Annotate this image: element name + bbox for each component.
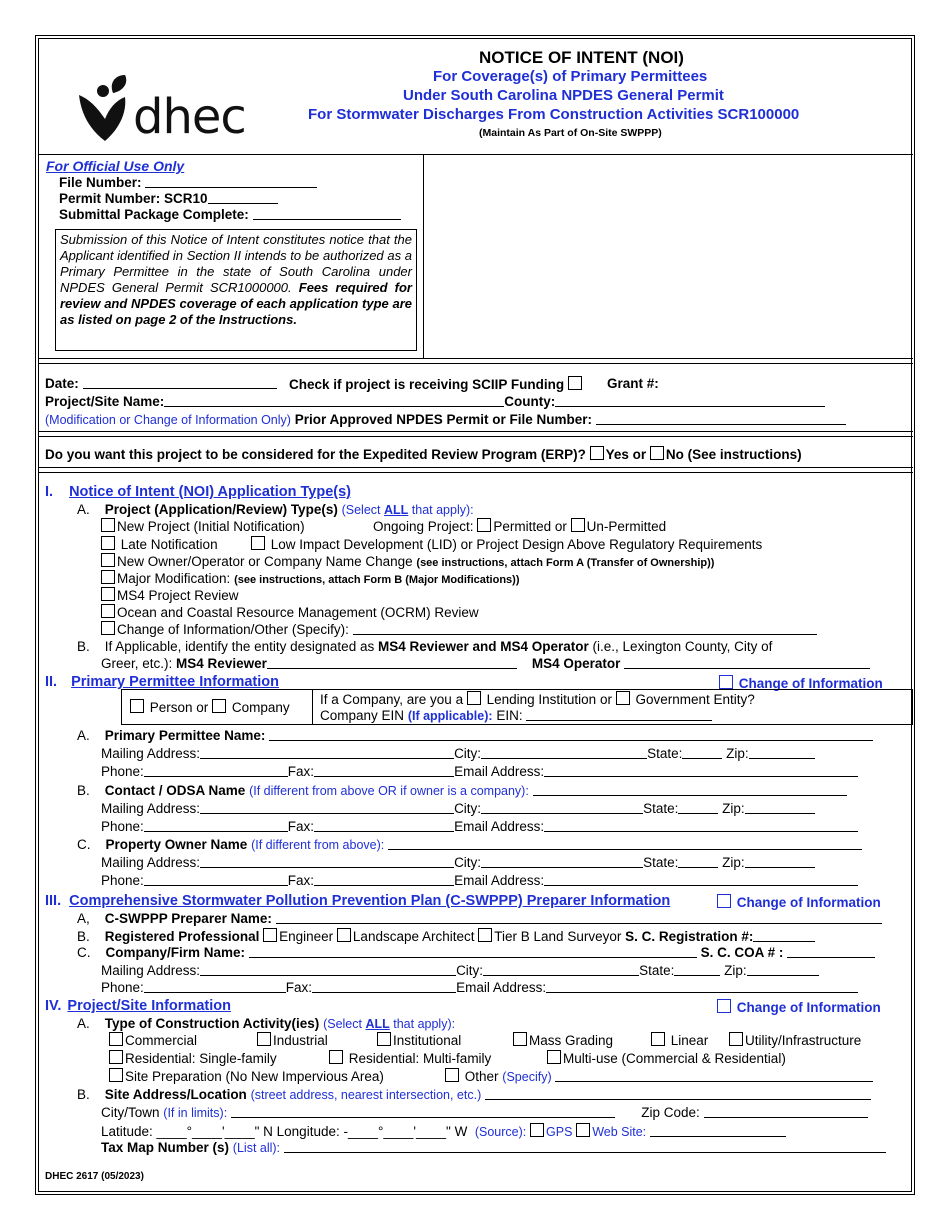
- submission-notice: Submission of this Notice of Intent constitutes notice that the Applicant identified in Section II intends to be authorized as a Primary Permittee in the state of South Carolina under NPDES General Permit SCR1000000. Fees required for review and NPDES coverage of each application type are as listed on page 2 of the Instructions.: [55, 229, 417, 351]
- registered-professional-row[interactable]: B. Registered Professional Engineer Landscape Architect Tier B Land Surveyor S. C. Registration #:: [77, 928, 815, 944]
- grant-field[interactable]: Grant #:: [607, 376, 659, 391]
- lat-long-row[interactable]: Latitude: ____°____'____" N Longitude: -____°____'____" W (Source): GPS Web Site:: [101, 1123, 786, 1139]
- company-ein-field[interactable]: Company EIN (If applicable): EIN:: [320, 708, 712, 723]
- section-1b-text: B. If Applicable, identify the entity designated as MS4 Reviewer and MS4 Operator (i.e., Lexington County, City of: [77, 639, 773, 654]
- opt-other[interactable]: Other (Specify): [445, 1068, 873, 1084]
- erp-no-checkbox[interactable]: [650, 446, 664, 460]
- opt-utility[interactable]: Utility/Infrastructure: [729, 1032, 861, 1048]
- opt-lid[interactable]: Low Impact Development (LID) or Project Design Above Regulatory Requirements: [251, 536, 762, 552]
- opt-institutional[interactable]: Institutional: [377, 1032, 461, 1048]
- section-4-heading: IV. Project/Site Information: [45, 998, 231, 1014]
- form-page: [38, 38, 912, 1192]
- submittal-complete-field[interactable]: Submittal Package Complete:: [59, 207, 401, 222]
- owner-phone-row[interactable]: Phone: Fax: Email Address:: [101, 873, 858, 888]
- date-field[interactable]: Date:: [45, 376, 277, 391]
- preparer-address-row[interactable]: Mailing Address: City: State: Zip:: [101, 963, 819, 978]
- leaf-logo-icon: [75, 73, 135, 143]
- header-line-2: Under South Carolina NPDES General Permit: [403, 87, 724, 104]
- preparer-phone-row[interactable]: Phone: Fax: Email Address:: [101, 980, 858, 995]
- opt-ongoing-project[interactable]: Ongoing Project: Permitted or Un-Permitted: [373, 519, 667, 534]
- contact-odsa-name-field[interactable]: B. Contact / ODSA Name (If different from above OR if owner is a company):: [77, 783, 847, 798]
- header-line-1: For Coverage(s) of Primary Permittees: [433, 68, 708, 85]
- opt-mass-grading[interactable]: Mass Grading: [513, 1032, 613, 1048]
- landscape-checkbox[interactable]: [337, 928, 351, 942]
- section-3-change-info[interactable]: Change of Information: [717, 894, 881, 910]
- header-line-3: For Stormwater Discharges From Construction Activities SCR100000: [308, 106, 800, 123]
- entity-type-box: [121, 689, 913, 725]
- cswppp-preparer-name-field[interactable]: A, C-SWPPP Preparer Name:: [77, 911, 882, 926]
- opt-late-notification[interactable]: Late Notification: [101, 536, 218, 552]
- tax-map-field[interactable]: Tax Map Number (s) (List all):: [101, 1140, 886, 1155]
- erp-yes-checkbox[interactable]: [590, 446, 604, 460]
- opt-major-modification[interactable]: Major Modification: (see instructions, attach Form B (Major Modifications)): [101, 570, 519, 586]
- form-title: NOTICE OF INTENT (NOI): [479, 48, 684, 67]
- person-company-options[interactable]: Person or Company: [130, 699, 290, 715]
- engineer-checkbox[interactable]: [263, 928, 277, 942]
- sciip-checkbox[interactable]: [568, 376, 582, 390]
- section-1a-heading: A. Project (Application/Review) Type(s) (Select ALL that apply):: [77, 502, 474, 517]
- opt-linear[interactable]: Linear: [651, 1032, 708, 1048]
- opt-res-single[interactable]: Residential: Single-family: [109, 1050, 277, 1066]
- official-use-heading: For Official Use Only: [46, 158, 185, 174]
- website-checkbox[interactable]: [576, 1123, 590, 1137]
- section-2-change-info[interactable]: Change of Information: [719, 675, 883, 691]
- section-3-heading: III. Comprehensive Stormwater Pollution Prevention Plan (C-SWPPP) Preparer Information: [45, 893, 671, 909]
- primary-permittee-name-field[interactable]: A. Primary Permittee Name:: [77, 728, 873, 743]
- ppa-address-row[interactable]: Mailing Address: City: State: Zip:: [101, 746, 815, 761]
- city-town-row[interactable]: City/Town (If in limits): Zip Code:: [101, 1105, 868, 1120]
- file-number-field[interactable]: File Number:: [59, 175, 317, 190]
- opt-change-info[interactable]: Change of Information/Other (Specify):: [101, 621, 817, 637]
- project-site-name-field[interactable]: Project/Site Name: County:: [45, 394, 825, 409]
- opt-multi-use[interactable]: Multi-use (Commercial & Residential): [547, 1050, 786, 1066]
- ms4-fields[interactable]: Greer, etc.): MS4 Reviewer MS4 Operator: [101, 656, 870, 671]
- ppa-phone-row[interactable]: Phone: Fax: Email Address:: [101, 764, 858, 779]
- property-owner-name-field[interactable]: C. Property Owner Name (If different from above):: [77, 837, 862, 852]
- company-type-question[interactable]: If a Company, are you a Lending Institution or Government Entity?: [320, 692, 755, 707]
- contact-phone-row[interactable]: Phone: Fax: Email Address:: [101, 819, 858, 834]
- contact-address-row[interactable]: Mailing Address: City: State: Zip:: [101, 801, 815, 816]
- form-id-footer: DHEC 2617 (05/2023): [45, 1171, 144, 1182]
- permit-number-field[interactable]: Permit Number: SCR10: [59, 191, 278, 206]
- opt-site-prep[interactable]: Site Preparation (No New Impervious Area): [109, 1068, 384, 1084]
- section-4a-heading: A. Type of Construction Activity(ies) (Select ALL that apply):: [77, 1016, 456, 1031]
- section-1-heading: I. Notice of Intent (NOI) Application Type(s): [45, 484, 351, 500]
- logo-text: dhec: [133, 89, 246, 145]
- opt-new-project[interactable]: New Project (Initial Notification): [101, 518, 305, 534]
- opt-industrial[interactable]: Industrial: [257, 1032, 328, 1048]
- owner-address-row[interactable]: Mailing Address: City: State: Zip:: [101, 855, 815, 870]
- sciip-funding-field[interactable]: Check if project is receiving SCIIP Funding: [289, 376, 584, 392]
- unpermitted-checkbox[interactable]: [571, 518, 585, 532]
- gps-checkbox[interactable]: [530, 1123, 544, 1137]
- section-2-heading: II. Primary Permittee Information: [45, 674, 279, 690]
- section-4-change-info[interactable]: Change of Information: [717, 999, 881, 1015]
- company-firm-name-field[interactable]: C. Company/Firm Name: S. C. COA # :: [77, 945, 875, 960]
- opt-new-owner[interactable]: New Owner/Operator or Company Name Change (see instructions, attach Form A (Transfer of Ownership)): [101, 553, 714, 569]
- header-note: (Maintain As Part of On-Site SWPPP): [479, 127, 662, 139]
- opt-ms4-review[interactable]: MS4 Project Review: [101, 587, 239, 603]
- permitted-checkbox[interactable]: [477, 518, 491, 532]
- opt-res-multi[interactable]: Residential: Multi-family: [329, 1050, 491, 1066]
- opt-ocrm[interactable]: Ocean and Coastal Resource Management (OCRM) Review: [101, 604, 479, 620]
- opt-commercial[interactable]: Commercial: [109, 1032, 197, 1048]
- tierb-checkbox[interactable]: [478, 928, 492, 942]
- site-address-field[interactable]: B. Site Address/Location (street address, nearest intersection, etc.): [77, 1087, 871, 1102]
- prior-permit-field[interactable]: (Modification or Change of Information Only) Prior Approved NPDES Permit or File Number:: [45, 412, 846, 427]
- dhec-logo: [75, 73, 255, 143]
- erp-question: Do you want this project to be considered for the Expedited Review Program (ERP)? Yes or No (See instructions): [45, 447, 802, 462]
